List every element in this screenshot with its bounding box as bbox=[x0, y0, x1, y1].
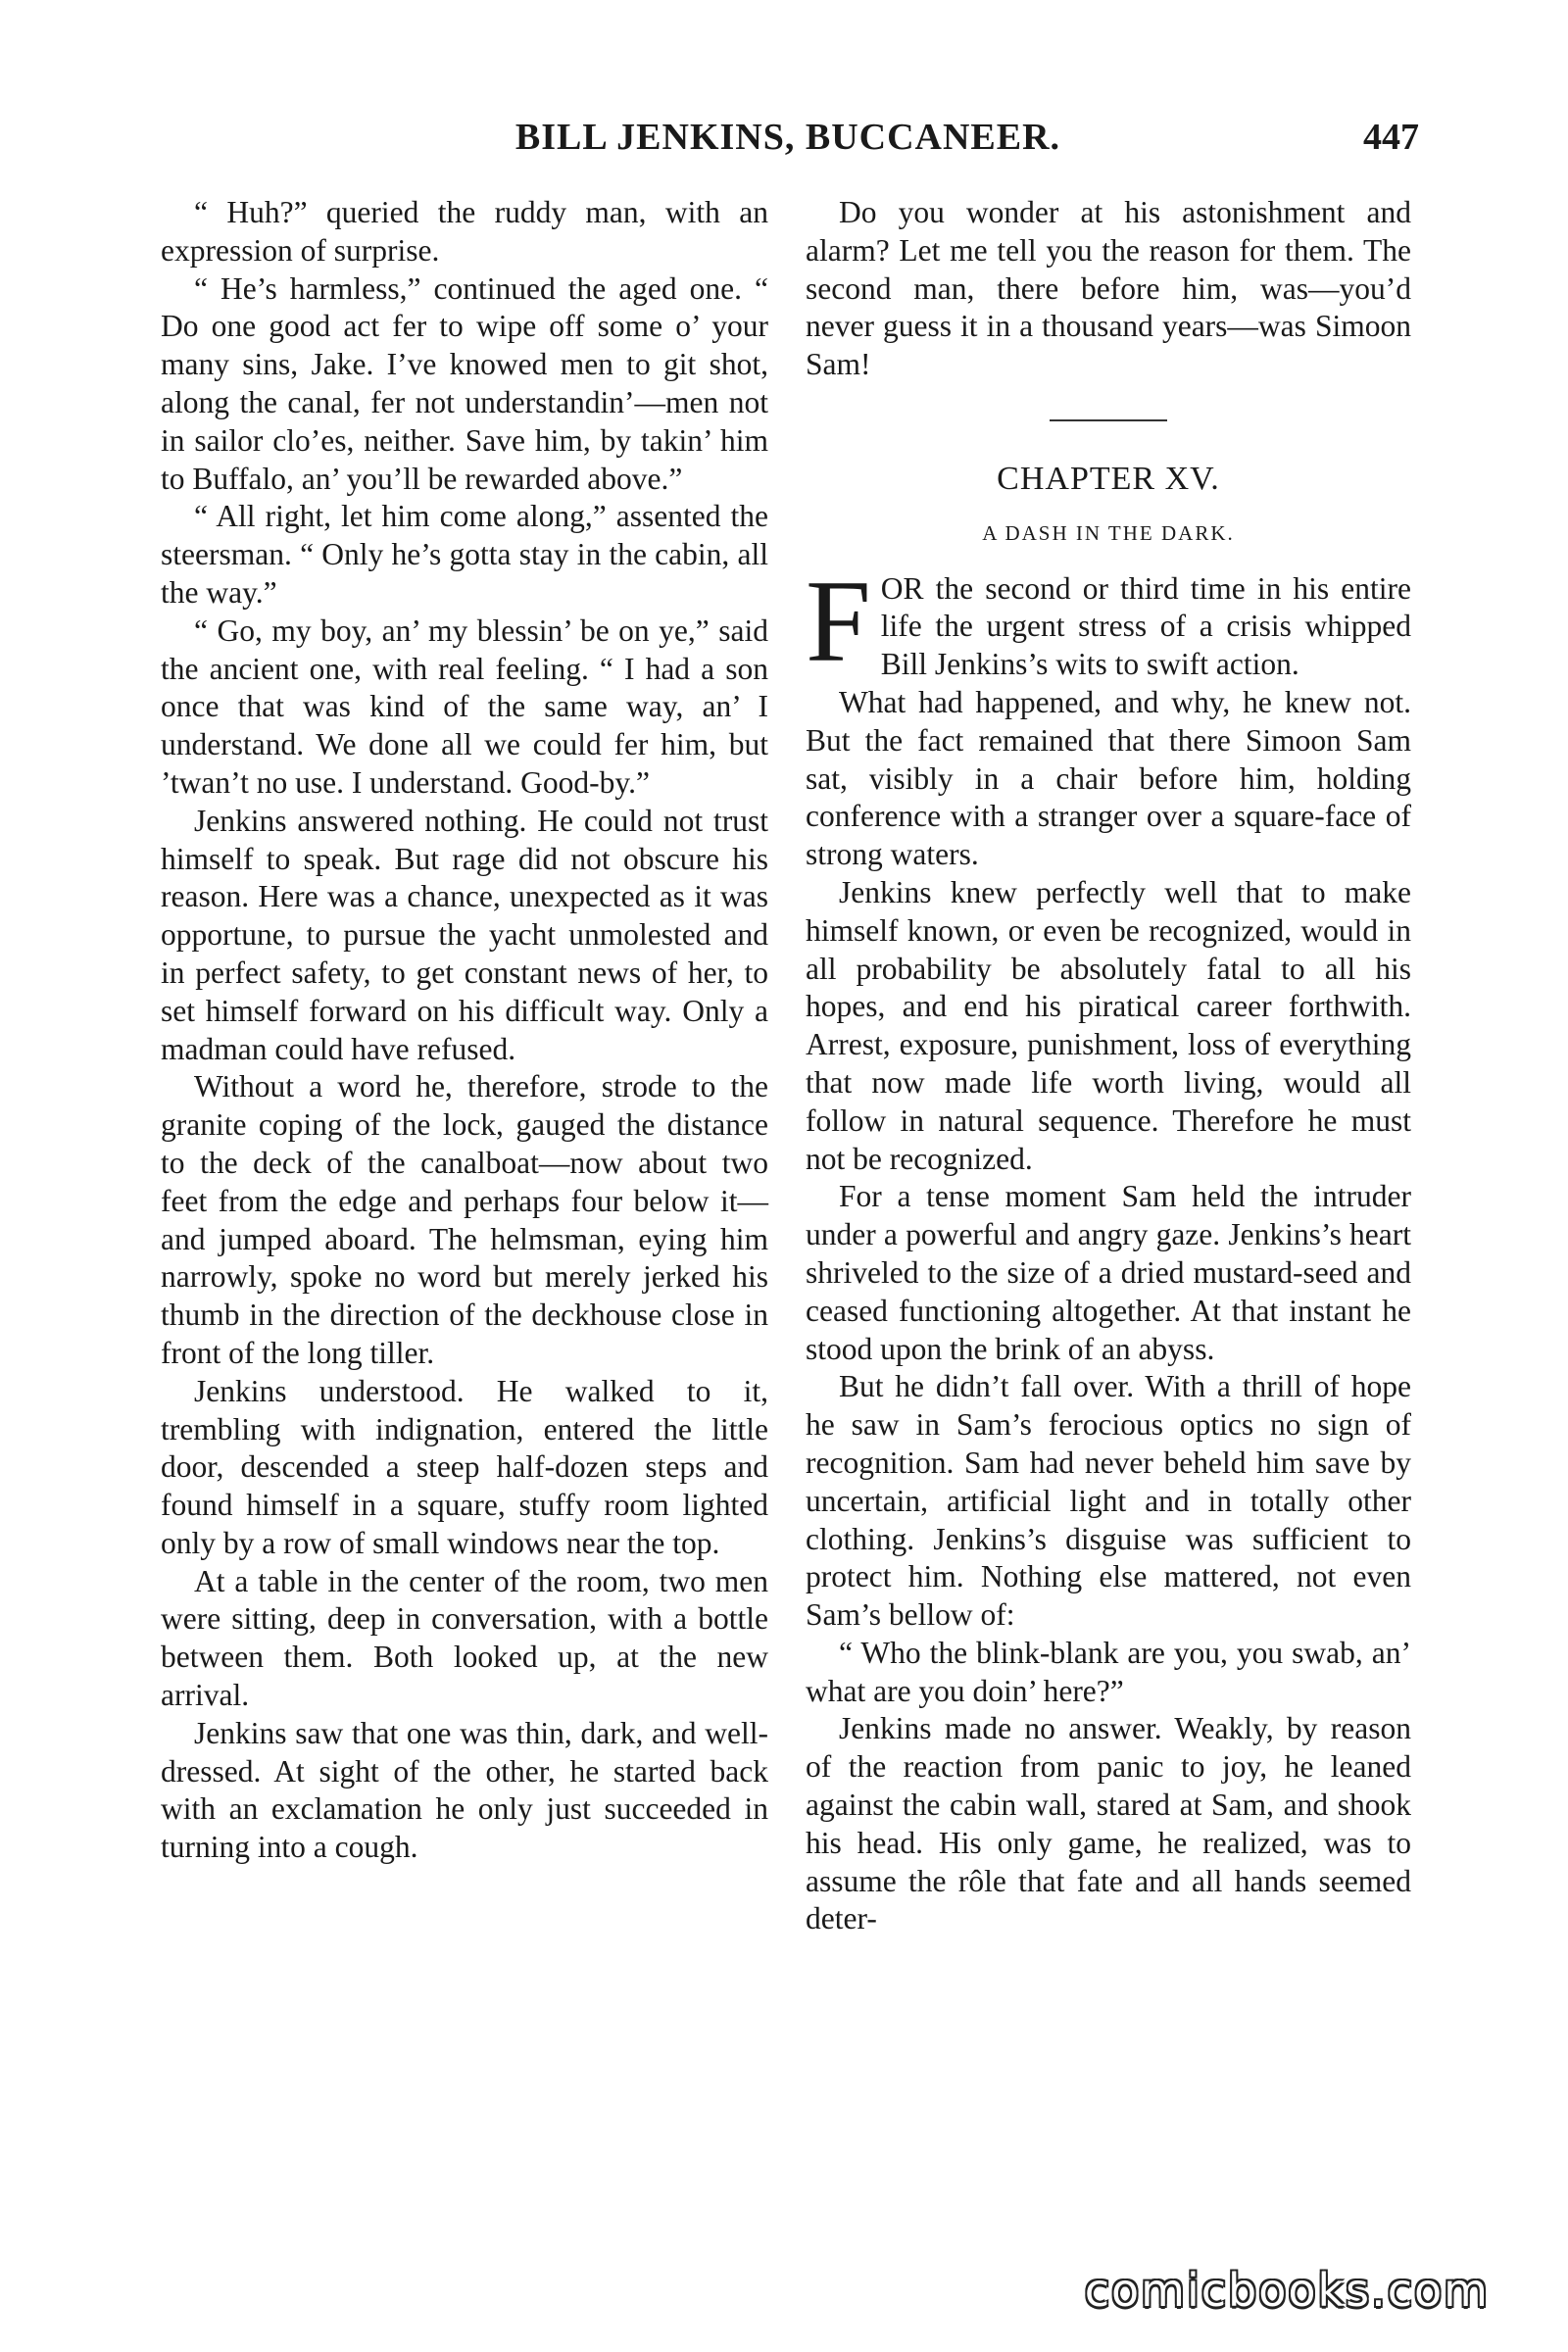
paragraph: Do you wonder at his astonishment and alarm? Let me tell you the reason for them. The second man, there before him, was—you’d never guess it in a thousand years—was Simoon Sam! bbox=[806, 195, 1411, 382]
paragraph: Jenkins answered nothing. He could not trust himself to speak. But rage did not obscure his reason. Here was a chance, unexpected as it was opportune, to pursue the yacht unmolested and in perfect safety, to get constant news of her, to set himself forward on his difficult way. Only a madman could have refused. bbox=[161, 803, 768, 1066]
paragraph: But he didn’t fall over. With a thrill of hope he saw in Sam’s ferocious optics no sign of recognition. Sam had never beheld him save by uncertain, artificial light and in totally other clothing. Jenkins’s disguise was sufficient to protect him. Nothing else mattered, not even Sam’s bellow of: bbox=[806, 1369, 1411, 1633]
chapter-opening-paragraph bbox=[806, 555, 1411, 686]
running-title: BILL JENKINS, BUCCANEER. bbox=[514, 117, 1061, 158]
paragraph: Jenkins saw that one was thin, dark, and well-dressed. At sight of the other, he started back with an exclamation he only just succeeded in turning into a cough. bbox=[161, 1715, 768, 1865]
section-divider bbox=[1050, 419, 1167, 421]
drop-cap: F bbox=[806, 555, 871, 686]
paragraph: “ Who the blink-blank are you, you swab, an’ what are you doin’ here?” bbox=[806, 1635, 1411, 1708]
paragraph: For a tense moment Sam held the intruder under a powerful and angry gaze. Jenkins’s heart shriveled to the size of a dried mustard-seed and ceased functioning altogether. At that instant he stood upon the brink of an abyss. bbox=[806, 1179, 1411, 1366]
page-number: 447 bbox=[1363, 117, 1419, 158]
paragraph: “ Huh?” queried the ruddy man, with an expression of surprise. bbox=[161, 195, 768, 268]
left-column bbox=[161, 194, 768, 1867]
paragraph: Jenkins understood. He walked to it, trembling with indignation, entered the little door, descended a steep half-dozen steps and found himself in a square, stuffy room lighted only by a row of small windows near the top. bbox=[161, 1373, 768, 1560]
chapter-title: CHAPTER XV. bbox=[997, 460, 1220, 497]
paragraph: Jenkins made no answer. Weakly, by reason of the reaction from panic to joy, he leaned against the cabin wall, stared at Sam, and shook his head. His only game, he realized, was to assume the rôle that fate and all hands seemed deter- bbox=[806, 1711, 1411, 1936]
chapter-subtitle: A DASH IN THE DARK. bbox=[982, 520, 1235, 545]
source-watermark: comicbooks.com bbox=[1084, 2264, 1490, 2317]
paragraph: “ Go, my boy, an’ my blessin’ be on ye,” said the ancient one, with real feeling. “ I had a son once that was kind of the same way, an’ I understand. We done all we could fer him, but ’twan’t no use. I understand. Good-by.” bbox=[161, 612, 768, 800]
right-column bbox=[806, 194, 1411, 1938]
chapter-opening-text: OR the second or third time in his entire life the urgent stress of a crisis whipped Bill Jenkins’s wits to swift action. bbox=[880, 570, 1411, 682]
paragraph: At a table in the center of the room, two men were sitting, deep in conversation, with a bottle between them. Both looked up, at the new arrival. bbox=[161, 1563, 768, 1713]
paragraph: Jenkins knew perfectly well that to make himself known, or even be recognized, would in all probability be absolutely fatal to all his hopes, and end his piratical career forthwith. Arrest, exposure, punishment, loss of everything that now made life worth living, would all follow in natural sequence. Therefore he must not be recognized. bbox=[806, 874, 1411, 1176]
paragraph: What had happened, and why, he knew not. But the fact remained that there Simoon Sam sat, visibly in a chair before him, holding conference with a stranger over a square-face of strong waters. bbox=[806, 684, 1411, 872]
paragraph: “ He’s harmless,” continued the aged one. “ Do one good act fer to wipe off some o’ your many sins, Jake. I’ve knowed men to git shot, along the canal, fer not understandin’—men not in sailor clo’es, neither. Save him, by takin’ him to Buffalo, an’ you’ll be rewarded above.” bbox=[161, 270, 768, 496]
page-header bbox=[157, 116, 1419, 171]
paragraph: “ All right, let him come along,” assented the steersman. “ Only he’s gotta stay in the cabin, all the way.” bbox=[161, 499, 768, 610]
paragraph: Without a word he, therefore, strode to the granite coping of the lock, gauged the distance to the deck of the canalboat—now about two feet from the edge and perhaps four below it—and jumped aboard. The helmsman, eying him narrowly, spoke no word but merely jerked his thumb in the direction of the deckhouse close in front of the long tiller. bbox=[161, 1069, 768, 1370]
